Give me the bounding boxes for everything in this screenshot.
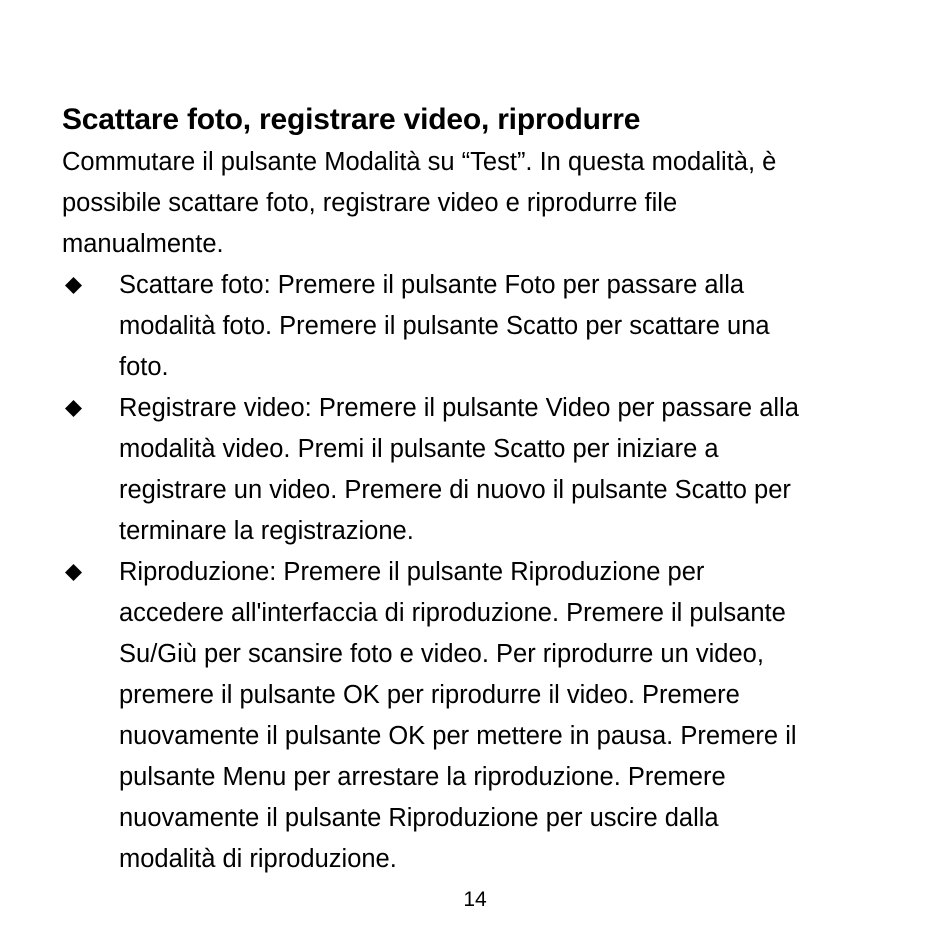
bullet-line: pulsante Menu per arrestare la riproduzione. Premere: [119, 763, 726, 791]
section-heading: Scattare foto, registrare video, riprodurre: [62, 103, 641, 136]
intro-paragraph: [62, 142, 882, 265]
diamond-bullet-icon: [65, 564, 82, 581]
bullet-line: Riproduzione: Premere il pulsante Riproduzione per: [119, 558, 705, 586]
bullet-line: nuovamente il pulsante Riproduzione per uscire dalla: [119, 804, 719, 832]
bullet-line: accedere all'interfaccia di riproduzione. Premere il pulsante: [119, 599, 786, 627]
intro-line: Commutare il pulsante Modalità su “Test”. In questa modalità, è: [62, 148, 777, 176]
bullet-line: Su/Giù per scansire foto e video. Per riprodurre un video,: [119, 640, 764, 668]
diamond-bullet-icon: [65, 400, 82, 417]
bullet-item-registrare-video: [62, 388, 902, 552]
bullet-line: terminare la registrazione.: [119, 517, 414, 545]
bullet-line: registrare un video. Premere di nuovo il pulsante Scatto per: [119, 476, 791, 504]
bullet-line: nuovamente il pulsante OK per mettere in pausa. Premere il: [119, 722, 797, 750]
bullet-line: premere il pulsante OK per riprodurre il video. Premere: [119, 681, 740, 709]
bullet-line: modalità video. Premi il pulsante Scatto per iniziare a: [119, 435, 719, 463]
bullet-item-scattare-foto: [62, 265, 902, 388]
bullet-line: foto.: [119, 353, 169, 381]
bullet-line: Registrare video: Premere il pulsante Video per passare alla: [119, 394, 799, 422]
bullet-line: modalità di riproduzione.: [119, 845, 397, 873]
bullet-list: [62, 265, 902, 880]
bullet-line: modalità foto. Premere il pulsante Scatto per scattare una: [119, 312, 770, 340]
bullet-line: Scattare foto: Premere il pulsante Foto per passare alla: [119, 271, 745, 299]
page-number: 14: [463, 888, 487, 911]
intro-line: manualmente.: [62, 230, 224, 258]
diamond-bullet-icon: [65, 277, 82, 294]
bullet-item-riproduzione: [62, 552, 902, 880]
intro-line: possibile scattare foto, registrare video e riprodurre file: [62, 189, 678, 217]
